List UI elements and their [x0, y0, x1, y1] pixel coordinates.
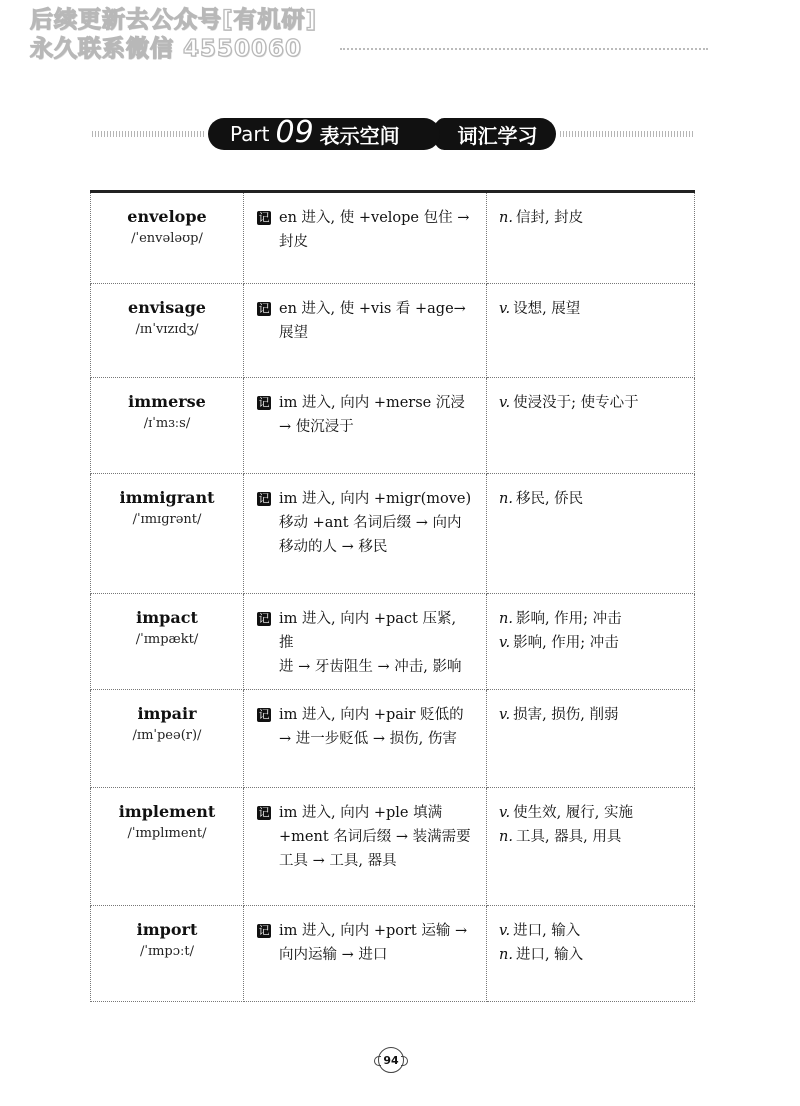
meaning-line [499, 487, 682, 511]
part-label: Part [230, 122, 270, 146]
part-of-speech: n. [499, 611, 513, 627]
meaning-cell [487, 690, 695, 788]
definition: 信封, 封皮 [515, 210, 584, 226]
phonetic: /ɪnˈvɪzɪdʒ/ [135, 322, 199, 337]
word-cell [91, 284, 244, 378]
watermark-line-1: 后续更新去公众号[有机研] [30, 7, 318, 33]
meaning-line [499, 825, 682, 849]
word-cell [91, 594, 244, 690]
vocab-row [91, 192, 695, 284]
memo-cell [244, 788, 487, 906]
part-of-speech: v. [499, 923, 511, 939]
headword: immigrant [119, 488, 215, 507]
meaning-line [499, 297, 682, 321]
vocab-row [91, 788, 695, 906]
memo-cell [244, 474, 487, 594]
phonetic: /ˈenvələʊp/ [131, 231, 203, 246]
memo-cell [244, 378, 487, 474]
memo-text: im 进入, 向内 +pact 压紧, 推 进 → 牙齿阻生 → 冲击, 影响 [279, 611, 462, 675]
headword: import [136, 920, 198, 939]
definition: 移民, 侨民 [515, 491, 584, 507]
word-cell [91, 690, 244, 788]
meaning-cell [487, 378, 695, 474]
meaning-line [499, 631, 682, 655]
phonetic: /ˈɪmɪɡrənt/ [132, 512, 202, 527]
vocab-row [91, 378, 695, 474]
part-number: 09 [275, 115, 314, 150]
headword: implement [118, 802, 216, 821]
memo-text: en 进入, 使 +velope 包住 → 封皮 [279, 210, 470, 250]
watermark-line-2: 永久联系微信 4550060 [30, 36, 303, 62]
memo-icon: 记 [258, 302, 270, 315]
headword: envelope [127, 207, 207, 226]
part-of-speech: v. [499, 805, 511, 821]
memo-icon: 记 [258, 806, 270, 819]
memo-icon: 记 [258, 492, 270, 505]
memo-text: im 进入, 向内 +port 运输 → 向内运输 → 进口 [279, 923, 468, 963]
memo-icon: 记 [258, 211, 270, 224]
vocab-row [91, 690, 695, 788]
phonetic: /ˈɪmpɔːt/ [139, 944, 195, 959]
section-title: 词汇学习 [457, 123, 538, 148]
definition: 影响, 作用; 冲击 [513, 635, 619, 651]
memo-text: im 进入, 向内 +ple 填满 +ment 名词后缀 → 装满需要 工具 → 工具, 器具 [279, 805, 471, 869]
meaning-line [499, 919, 682, 943]
word-cell [91, 906, 244, 1002]
section-header [92, 114, 694, 154]
memo-text: en 进入, 使 +vis 看 +age→ 展望 [279, 301, 466, 341]
meaning-line [499, 206, 682, 230]
meaning-line [499, 703, 682, 727]
meaning-line [499, 607, 682, 631]
part-of-speech: v. [499, 395, 511, 411]
memo-cell [244, 594, 487, 690]
meaning-cell [487, 284, 695, 378]
meaning-line [499, 391, 682, 415]
part-pill [208, 115, 440, 150]
definition: 影响, 作用; 冲击 [515, 611, 622, 627]
headword: immerse [128, 392, 206, 411]
part-of-speech: n. [499, 210, 513, 226]
phonetic: /ɪˈmɜːs/ [143, 416, 191, 431]
definition: 使生效, 履行, 实施 [513, 805, 634, 821]
header-rule-right [560, 131, 694, 137]
memo-text: im 进入, 向内 +pair 贬低的 → 进一步贬低 → 损伤, 伤害 [279, 707, 464, 747]
meaning-line [499, 801, 682, 825]
page-number-text: 94 [383, 1053, 399, 1067]
vocabulary-table [90, 190, 695, 1002]
meaning-cell [487, 192, 695, 284]
word-cell [91, 788, 244, 906]
definition: 工具, 器具, 用具 [515, 829, 622, 845]
definition: 进口, 输入 [515, 947, 584, 963]
meaning-line [499, 943, 682, 967]
phonetic: /ˈɪmplɪment/ [127, 826, 207, 841]
section-pill [428, 118, 556, 150]
memo-text: im 进入, 向内 +merse 沉浸 → 使沉浸于 [279, 395, 465, 435]
vocab-row [91, 594, 695, 690]
definition: 损害, 损伤, 削弱 [513, 707, 619, 723]
definition: 使浸没于; 使专心于 [513, 395, 639, 411]
vocab-row [91, 906, 695, 1002]
memo-text: im 进入, 向内 +migr(move) 移动 +ant 名词后缀 → 向内 移动的人 → 移民 [279, 491, 472, 555]
part-of-speech: n. [499, 491, 513, 507]
meaning-cell [487, 594, 695, 690]
vocab-row [91, 474, 695, 594]
memo-cell [244, 284, 487, 378]
top-dotted-rule [340, 48, 708, 50]
headword: impact [136, 608, 198, 627]
page-number [378, 1047, 404, 1073]
memo-cell [244, 906, 487, 1002]
vocab-row [91, 284, 695, 378]
part-topic: 表示空间 [319, 123, 400, 148]
phonetic: /ɪmˈpeə(r)/ [132, 728, 202, 743]
watermark [30, 6, 317, 64]
memo-icon: 记 [258, 396, 270, 409]
part-of-speech: v. [499, 707, 511, 723]
part-of-speech: v. [499, 301, 511, 317]
definition: 进口, 输入 [513, 923, 581, 939]
word-cell [91, 474, 244, 594]
header-rule-left [92, 131, 204, 137]
meaning-cell [487, 906, 695, 1002]
headword: impair [137, 704, 197, 723]
meaning-cell [487, 474, 695, 594]
phonetic: /ˈɪmpækt/ [135, 632, 199, 647]
memo-icon: 记 [258, 612, 270, 625]
memo-cell [244, 192, 487, 284]
memo-icon: 记 [258, 708, 270, 721]
part-of-speech: n. [499, 829, 513, 845]
definition: 设想, 展望 [513, 301, 581, 317]
word-cell [91, 378, 244, 474]
memo-cell [244, 690, 487, 788]
word-cell [91, 192, 244, 284]
part-of-speech: n. [499, 947, 513, 963]
meaning-cell [487, 788, 695, 906]
headword: envisage [128, 298, 206, 317]
part-of-speech: v. [499, 635, 511, 651]
memo-icon: 记 [258, 924, 270, 937]
